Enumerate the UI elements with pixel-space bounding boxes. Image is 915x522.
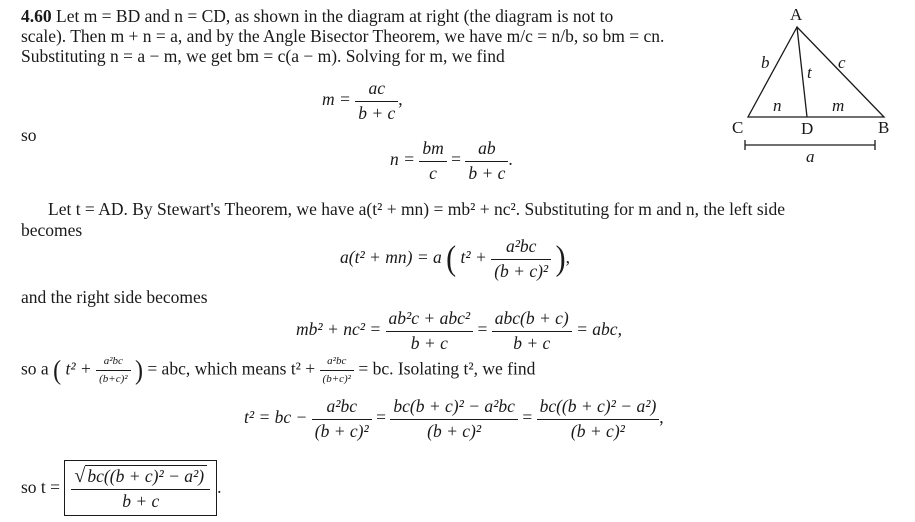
fraction bbox=[355, 80, 398, 122]
equals-sign: = bbox=[376, 407, 386, 428]
fraction bbox=[465, 140, 508, 182]
bisector-ad bbox=[797, 27, 807, 117]
radicand: bc((b + c)² − a²) bbox=[87, 466, 205, 486]
numerator: ab²c + abc² bbox=[388, 308, 471, 328]
side-label-c: c bbox=[838, 53, 846, 72]
punctuation: , bbox=[659, 407, 664, 428]
text-segment: = abc, which means t² + bbox=[147, 358, 316, 379]
fraction bbox=[386, 310, 474, 352]
denominator: b + c bbox=[410, 332, 448, 353]
numerator: ac bbox=[368, 78, 385, 98]
numerator: bc((b + c)² − a²) bbox=[539, 396, 657, 416]
text-line: and the right side becomes bbox=[21, 287, 208, 307]
vertex-label-a: A bbox=[790, 5, 803, 24]
numerator: a²bc bbox=[505, 236, 537, 256]
text-line: Let t = AD. By Stewart's Theorem, we have a(t² + mn) = mb² + nc². Substituting for m and n, the left side bbox=[48, 199, 786, 219]
equals-sign: = bbox=[451, 149, 461, 170]
numerator: ab bbox=[478, 138, 496, 158]
fraction bbox=[419, 140, 446, 182]
denominator: (b+c)² bbox=[322, 373, 351, 385]
sqrt-symbol: √ bbox=[74, 465, 86, 487]
denominator: b + c bbox=[122, 491, 160, 511]
denominator: c bbox=[429, 162, 437, 183]
equation-lhs: a(t² + mn) = a bbox=[340, 247, 442, 268]
text-segment: so a bbox=[21, 358, 49, 379]
equation-m bbox=[322, 80, 403, 122]
equation-lhs: mb² + nc² = bbox=[296, 319, 382, 340]
point-label-d: D bbox=[801, 119, 814, 138]
denominator: (b + c)² bbox=[314, 420, 369, 441]
text-line-4: so a ( t² + $\frac{\text{a²bc}}{\text{(b+c)²}}$ ) = abc, which means t² + $\frac{\text{a²bc}}{\text{(b+c)²}}$ = bc. Isolating t², we find bbox=[21, 355, 536, 386]
punctuation: , bbox=[565, 247, 570, 268]
denominator: b + c bbox=[468, 162, 506, 183]
numerator: bc(b + c)² − a²bc bbox=[393, 396, 515, 416]
text-line: Substituting n = a − m, we get bm = c(a − m). Solving for m, we find bbox=[21, 46, 505, 66]
fraction bbox=[537, 398, 660, 440]
equation-n bbox=[390, 140, 513, 182]
fraction bbox=[71, 465, 210, 511]
punctuation: . bbox=[508, 149, 513, 170]
denominator: (b + c)² bbox=[494, 260, 549, 281]
denominator: (b + c)² bbox=[427, 420, 482, 441]
vertex-label-c: C bbox=[732, 118, 744, 137]
final-answer-line bbox=[21, 460, 222, 516]
triangle-diagram bbox=[720, 0, 915, 170]
punctuation: . bbox=[217, 477, 222, 497]
final-answer-box bbox=[64, 460, 217, 516]
segment-label-n: n bbox=[773, 96, 782, 115]
equation-term: t² + bbox=[460, 247, 487, 268]
segment-label-m: m bbox=[832, 96, 845, 115]
equation-left-side: a(t² + mn) = a ( t² + $\frac{\text{a²bc}}{\text{(b + c)²}}$ ), bbox=[340, 236, 570, 281]
equals-sign: = bbox=[477, 319, 488, 340]
equation-rhs: = abc, bbox=[576, 319, 622, 340]
equals-sign: = bbox=[522, 407, 533, 428]
fraction bbox=[492, 310, 572, 352]
equation-lhs: n = bbox=[390, 149, 415, 170]
segment-label-t: t bbox=[807, 63, 812, 82]
text-line: so bbox=[21, 125, 37, 145]
denominator: (b + c)² bbox=[570, 420, 625, 441]
denominator: b + c bbox=[358, 102, 396, 123]
numerator: abc(b + c) bbox=[494, 308, 569, 328]
equation-lhs: m = bbox=[322, 89, 351, 110]
equation-term: t² + bbox=[65, 358, 92, 379]
equation-t-squared bbox=[244, 398, 664, 440]
text-line: scale). Then m + n = a, and by the Angle Bisector Theorem, we have m/c = n/b, so bm = cn. bbox=[21, 26, 665, 46]
numerator: a²bc bbox=[103, 355, 123, 367]
fraction bbox=[320, 356, 354, 385]
numerator: a²bc bbox=[327, 355, 347, 367]
vertex-label-b: B bbox=[878, 118, 890, 137]
text-line: becomes bbox=[21, 220, 83, 240]
problem-number: 4.60 bbox=[21, 6, 52, 26]
problem-line-1 bbox=[21, 8, 613, 26]
text-segment: so t = bbox=[21, 477, 61, 497]
equation-lhs: t² = bc − bbox=[244, 407, 308, 428]
triangle-abc bbox=[748, 27, 884, 117]
punctuation: , bbox=[398, 89, 403, 110]
numerator: a²bc bbox=[326, 396, 357, 416]
segment-label-a: a bbox=[806, 147, 815, 166]
text-segment: = bc. Isolating t², we find bbox=[358, 358, 536, 379]
fraction bbox=[96, 356, 130, 385]
side-label-b: b bbox=[761, 53, 770, 72]
denominator: b + c bbox=[513, 332, 551, 353]
numerator: bm bbox=[422, 138, 444, 158]
equation-right-side bbox=[296, 310, 622, 352]
fraction bbox=[312, 398, 372, 440]
denominator: (b+c)² bbox=[99, 373, 128, 385]
text-line: Let m = BD and n = CD, as shown in the diagram at right (the diagram is not to bbox=[56, 6, 614, 26]
fraction bbox=[491, 238, 551, 280]
fraction bbox=[390, 398, 518, 440]
